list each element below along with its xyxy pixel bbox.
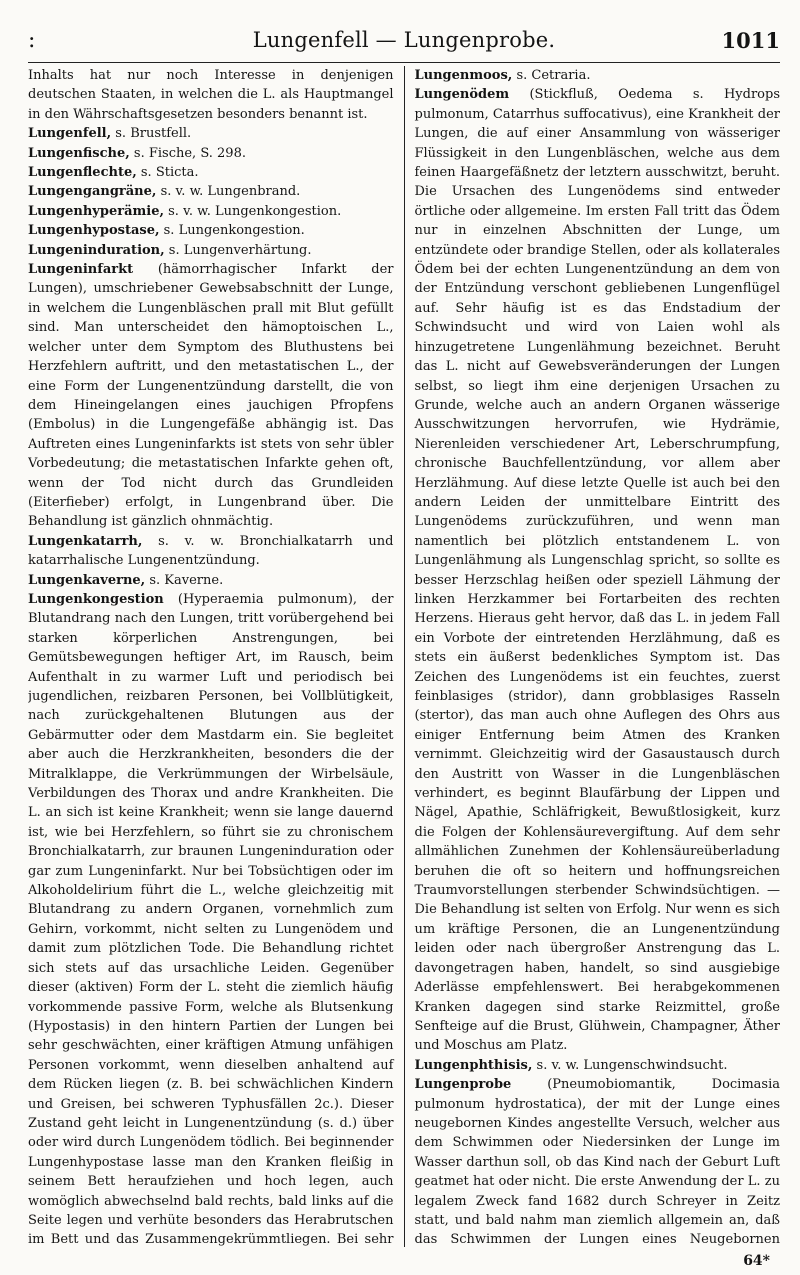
entry-text: (hämorrhagischer Infarkt der Lungen), umschriebener Gewebsabschnitt der Lunge, in welchem die Lungenbläschen prall mit Blut gefüllt sind. Man unterscheidet den hämoptoischen L., welcher unter dem Symptom des Bluthustens bei Herzfehlern auftritt, und den metastatischen L., der eine Form der Lungenentzündung darstellt, die von dem Hineingelangen eines jauchigen Pfropfens (Embolus) in die Lungengefäße abhängig ist. Das Auftreten eines Lungeninfarkts ist stets von sehr übler Vorbedeutung; die metastatischen Infarkte gehen oft, wenn der Tod nicht durch das Grundleiden (Eiterfieber) erfolgt, in Lungenbrand über. Die Behandlung ist gänzlich ohnmächtig. [28,262,394,530]
entry-text: Inhalts hat nur noch Interesse in denjenigen deutschen Staaten, in welchen die L. als Hauptmangel in den Währschaftsgesetzen besonders benannt ist. [28,68,394,122]
text-columns [28,66,780,1247]
dictionary-entry [28,590,394,1247]
entry-text: s. v. w. Lungenschwindsucht. [532,1057,728,1073]
entry-term: Lungenprobe [414,1077,512,1093]
entry-term: Lungenkatarrh, [28,533,143,549]
entry-term: Lungengangräne, [28,184,157,200]
header-mark: : [28,27,36,53]
dictionary-entry [415,1075,781,1247]
dictionary-entry [28,182,394,201]
page-title: Lungenfell — Lungenprobe. [252,28,556,52]
dictionary-entry [415,66,781,85]
dictionary-entry [28,221,394,240]
entry-text: (Hyperaemia pulmonum), der Blutandrang nach den Lungen, tritt vorübergehend bei starken körperlichen Anstrengungen, bei Gemütsbewegungen heftiger Art, im Rausch, beim Aufenthalt in zu warmer Luft und periodisch bei jugendlichen, reizbaren Personen, bei Vollblütigkeit, nach zurückgehaltenen Blutungen aus der Gebärmutter oder dem Mastdarm ein. Sie begleitet aber auch die Herzkrankheiten, besonders die der Mitralklappe, die Verkrümmungen der Wirbelsäule, Verbildungen des Thorax und andre Krankheiten. Die L. an sich ist keine Krankheit; wenn sie lange dauernd ist, wie bei Herzfehlern, so führt sie zu chronischem Bronchialkatarrh, zur braunen Lungeninduration oder gar zum Lungeninfarkt. Nur bei Tobsüchtigen oder im Alkoholdelirium führt die L., welche gleichzeitig mit Blutandrang zu andern Organen, vornehmlich zum Gehirn, vorkommt, nicht selten zu Lungenödem und damit zum plötzlichen Tode. Die Behandlung richtet sich stets auf das ursachliche Leiden. Gegenüber dieser (aktiven) Form der L. steht die ziemlich häufig vorkommende passive Form, welche als Blutsenkung (Hypostasis) in den hintern Partien der Lungen bei sehr geschwächten, einer kräftigen Atmung unfähigen Personen vorkommt, wenn dieselben anhaltend auf dem Rücken liegen (z. B. bei schwächlichen Kindern und Greisen, bei schweren Typhusfällen 2c.). Dieser Zustand geht leicht in Lungenentzündung (s. d.) über oder wird durch Lungenödem tödlich. Bei beginnender Lungenhypostase lasse man den Kranken fleißig in seinem Bett heraufziehen und hoch legen, auch womöglich abwechselnd bald rechts, bald links auf die Seite legen und verhüte besonders das Herabrutschen im Bett und das Zusammengekrümmtliegen. Bei sehr [28,591,394,1247]
entry-term: Lungenfell, [28,126,112,142]
entry-text: s. v. w. Lungenbrand. [156,184,301,200]
entry-text: s. v. w. Bronchialkatarrh und katarrhalische Lungenentzündung. [28,533,394,569]
dictionary-entry [28,571,394,590]
entry-term: Lungenhypostase, [28,223,160,239]
entry-term: Lungenmoos, [414,68,513,83]
dictionary-entry [28,163,394,182]
entry-term: Lungenphthisis, [414,1057,533,1073]
entry-text: s. Lungenkongestion. [159,223,305,239]
dictionary-entry [28,532,394,571]
entry-term: Lungenfische, [28,145,130,161]
entry-term: Lungenflechte, [28,165,137,181]
right-column [404,66,781,1247]
entry-term: Lungeninfarkt [28,262,134,278]
entry-term: Lungenkongestion [28,591,164,607]
entry-text: s. Fische, S. 298. [129,145,246,161]
dictionary-entry [28,202,394,221]
entry-term: Lungeninduration, [28,242,165,258]
dictionary-entry [28,260,394,532]
dictionary-entry [28,124,394,143]
dictionary-entry [415,85,781,1055]
signature-mark: 64* [743,1253,770,1269]
dictionary-entry [28,241,394,260]
entry-text: s. Kaverne. [145,572,224,588]
left-column [28,66,404,1247]
entry-text: (Stickfluß, Oedema s. Hydrops pulmonum, Catarrhus suffocativus), eine Krankheit der Lungen, die auf einer Ansammlung von wässeriger Flüssigkeit in den Lungenbläschen, welche aus dem feinen Haargefäßnetz der letztern ausschwitzt, beruht. Die Ursachen des Lungenödems sind entweder örtliche oder allgemeine. Im ersten Fall tritt das Ödem nur in einzelnen Abschnitten der Lunge, um entzündete oder brandige Stellen, oder als kollaterales Ödem bei der echten Lungenentzündung an dem von der Entzündung verschont gebliebenen Lungenflügel auf. Sehr häufig ist es das Endstadium der Schwindsucht und wird von Laien wohl als hinzugetretene Lungenlähmung bezeichnet. Beruht das L. nicht auf Gewebsveränderungen der Lungen selbst, so liegt ihm eine derjenigen Ursachen zu Grunde, welche auch an andern Organen wässerige Ausschwitzungen hervorrufen, wie Hydrämie, Nierenleiden verschiedener Art, Leberschrumpfung, chronische Bauchfellentzündung, vor allem aber Herzlähmung. Auf diese letzte Quelle ist auch bei den andern Leiden der unmittelbare Eintritt des Lungenödems zurückzuführen, und wenn man namentlich bei plötzlich entstandenem L. von Lungenlähmung als Lungenschlag spricht, so sollte es besser Herzschlag heißen oder speziell Lähmung der linken Herzkammer bei Fortarbeiten des rechten Herzens. Hieraus geht hervor, daß das L. in jedem Fall ein Vorbote der eintretenden Herzlähmung, daß es stets ein äußerst bedenkliches Symptom ist. Das Zeichen des Lungenödems ist ein feuchtes, zuerst feinblasiges (stridor), dann grobblasiges Rasseln (stertor), das man auch ohne Auflegen des Ohrs aus einiger Entfernung beim Atmen des Kranken vernimmt. Gleichzeitig wird der Gasaustausch durch den Austritt von Wasser in die Lungenbläschen verhindert, es beginnt Blaufärbung der Lippen und Nägel, Apathie, Schläfrigkeit, Bewußtlosigkeit, kurz die Folgen der Kohlensäurevergiftung. Auf dem sehr allmählichen Zunehmen der Kohlensäureüberladung beruhen die oft so heitern und hoffnungsreichen Traumvorstellungen sterbender Schwindsüchtigen. — Die Behandlung ist selten von Erfolg. Nur wenn es sich um kräftige Personen, die an Lungenentzündung leiden oder nach übergroßer Anstrengung das L. davongetragen haben, handelt, so sind ausgiebige Aderlässe empfehlenswert. Bei herabgekommenen Kranken dagegen sind starke Reizmittel, große Senfteige auf die Brust, Glühwein, Champagner, Äther und Moschus am Platz. [414,87,780,1054]
page-header [28,18,780,63]
entry-term: Lungenkaverne, [28,572,146,588]
dictionary-entry [415,1056,781,1075]
entry-text: s. Cetraria. [512,68,591,83]
dictionary-entry [28,144,394,163]
entry-text: (Pneumobiomantik, Docimasia pulmonum hydrostatica), der mit der Lunge eines neugebornen Kindes angestellte Versuch, welcher aus dem Schwimmen oder Niedersinken der Lunge im Wasser darthun soll, ob das Kind nach der Geburt Luft geatmet hat oder nicht. Die erste Anwendung der L. zu legalem Zweck fand 1682 durch Schreyer in Zeitz statt, und bald nahm man ziemlich allgemein an, daß das Schwimmen der Lungen eines Neugebornen [414,1077,780,1247]
entry-text: s. Sticta. [136,165,199,181]
dictionary-entry [28,66,394,124]
entry-text: s. Lungenverhärtung. [164,242,312,258]
entry-text: s. v. w. Lungenkongestion. [164,203,342,219]
entry-term: Lungenödem [414,87,510,103]
page-number: 1011 [721,27,780,53]
entry-term: Lungenhyperämie, [28,203,164,219]
entry-text: s. Brustfell. [111,126,192,142]
